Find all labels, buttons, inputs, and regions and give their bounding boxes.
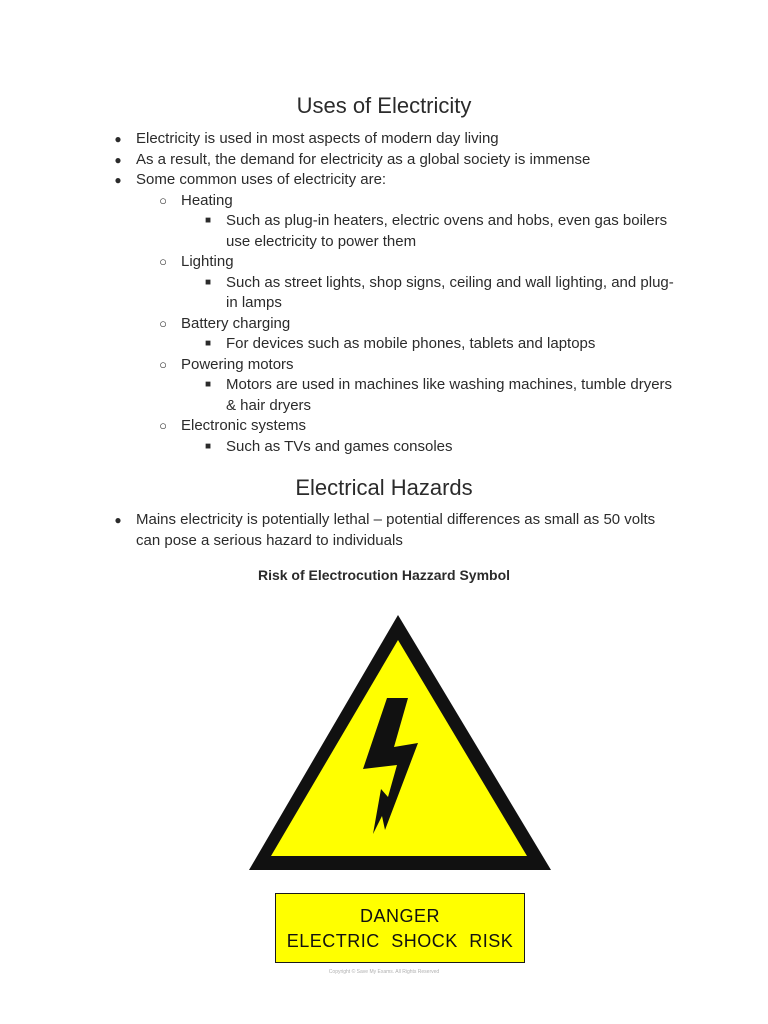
list-item	[0, 314, 676, 335]
bullet-marker: ●	[114, 132, 122, 146]
bullet-marker: ●	[114, 513, 122, 527]
bullet-marker: ○	[159, 315, 167, 331]
bullet-marker: ○	[159, 418, 167, 433]
figure-caption: Risk of Electrocution Hazzard Symbol	[257, 567, 511, 583]
copyright-notice: Copyright © Save My Exams. All Rights Reserved	[328, 969, 440, 975]
list-item-text: Electronic systems	[181, 417, 307, 434]
list-item	[0, 416, 676, 437]
list-item	[0, 437, 678, 458]
list-item	[0, 355, 676, 376]
list-item-text: Such as plug-in heaters, electric ovens and hobs, even gas boilers use electricity to power them	[226, 212, 668, 250]
danger-subtitle: ELECTRIC SHOCK RISK	[286, 931, 514, 951]
uses-list	[0, 129, 768, 457]
list-item-text: Electricity is used in most aspects of modern day living	[136, 130, 499, 147]
bullet-marker: ○	[159, 254, 167, 269]
list-item-text: Such as TVs and games consoles	[226, 437, 453, 455]
section-title-hazards: Electrical Hazards	[295, 475, 473, 500]
bullet-marker: ●	[114, 152, 122, 167]
bullet-marker: ○	[159, 192, 167, 208]
bullet-marker: ■	[204, 276, 212, 288]
list-item	[0, 334, 678, 355]
list-item-text: For devices such as mobile phones, tablets and laptops	[226, 335, 596, 352]
hazards-list	[0, 510, 768, 551]
list-item-text: Such as street lights, shop signs, ceiling and wall lighting, and plug-in lamps	[226, 273, 674, 311]
list-item	[0, 129, 676, 150]
list-item-text: Some common uses of electricity are:	[136, 171, 387, 188]
list-item	[0, 191, 676, 212]
list-item-text: As a result, the demand for electricity as a global society is immense	[136, 150, 591, 168]
list-item	[0, 510, 676, 551]
list-item-text: Heating	[181, 191, 233, 209]
bullet-marker: ○	[159, 356, 167, 372]
list-item	[0, 273, 678, 314]
list-item-text: Motors are used in machines like washing machines, tumble dryers & hair dryers	[226, 376, 673, 414]
danger-title: DANGER	[359, 906, 440, 926]
section-title-uses: Uses of Electricity	[296, 93, 472, 118]
list-item	[0, 252, 676, 273]
bullet-marker: ■	[204, 215, 212, 226]
list-item	[0, 170, 676, 191]
bullet-marker: ■	[204, 338, 212, 349]
list-item	[0, 375, 678, 416]
bullet-marker: ●	[114, 173, 122, 187]
danger-panel	[275, 893, 525, 963]
list-item-text: Lighting	[181, 253, 234, 270]
list-item	[0, 150, 676, 171]
list-item-text: Battery charging	[181, 314, 291, 332]
list-item-text: Mains electricity is potentially lethal – potential differences as small as 50 volts can pose a serious hazard to individuals	[136, 511, 656, 549]
bullet-marker: ■	[204, 440, 212, 452]
high-voltage-warning-icon	[245, 612, 555, 874]
bullet-marker: ■	[204, 379, 212, 390]
list-item	[0, 211, 678, 252]
list-item-text: Powering motors	[181, 355, 294, 373]
